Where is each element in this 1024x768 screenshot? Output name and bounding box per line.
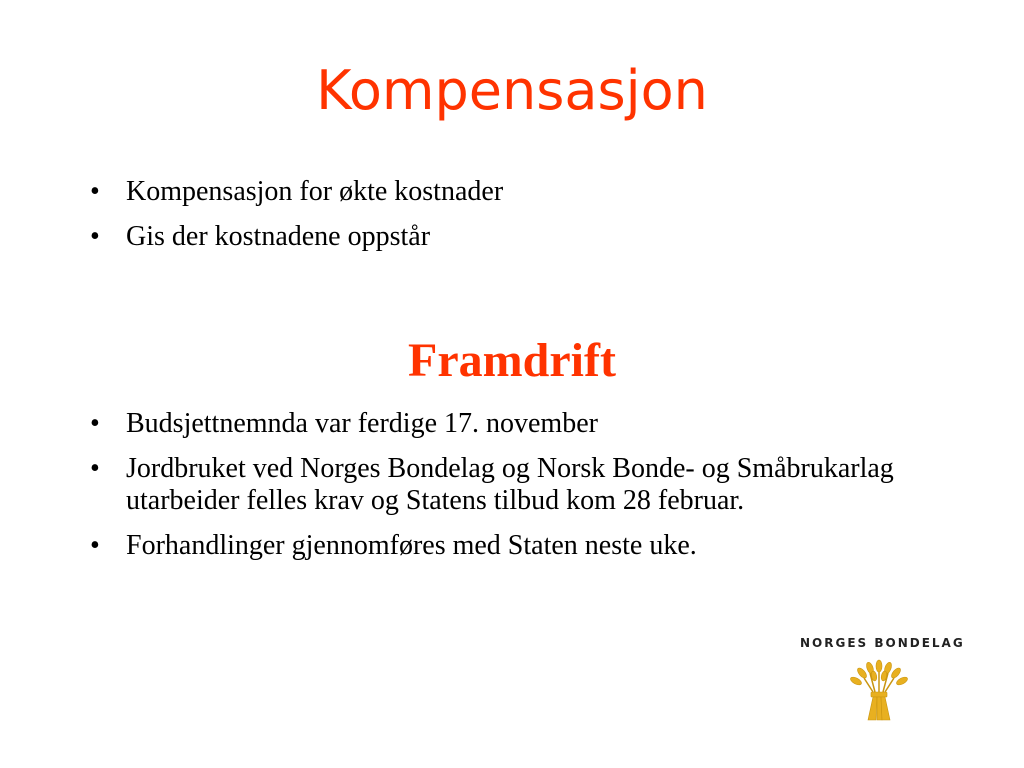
bullet-dot: • — [90, 176, 100, 207]
slide-title: Kompensasjon — [316, 59, 708, 122]
bullet-text: Gis der kostnadene oppstår — [126, 221, 431, 252]
bullet-dot: • — [90, 453, 100, 484]
list-item — [90, 176, 950, 208]
bullet-text: Kompensasjon for økte kostnader — [126, 176, 504, 207]
wheat-sheaf-icon — [846, 658, 912, 724]
list-item — [90, 453, 950, 517]
bullet-text: Forhandlinger gjennomføres med Staten neste uke. — [126, 530, 697, 561]
bullet-dot: • — [90, 530, 100, 561]
list-item — [90, 408, 950, 440]
bullet-dot: • — [90, 221, 100, 252]
logo-text: NORGES BONDELAG — [800, 636, 965, 650]
bullet-list-progress — [90, 408, 950, 575]
section-heading: Framdrift — [408, 334, 616, 387]
bullet-text: Budsjettnemnda var ferdige 17. november — [126, 408, 598, 439]
bullet-list-compensation — [90, 176, 950, 266]
bullet-dot: • — [90, 408, 100, 439]
bullet-text: Jordbruket ved Norges Bondelag og Norsk Bonde- og Småbrukarlag utarbeider felles krav og Statens tilbud kom 28 februar. — [126, 453, 894, 516]
list-item — [90, 221, 950, 253]
list-item — [90, 530, 950, 562]
